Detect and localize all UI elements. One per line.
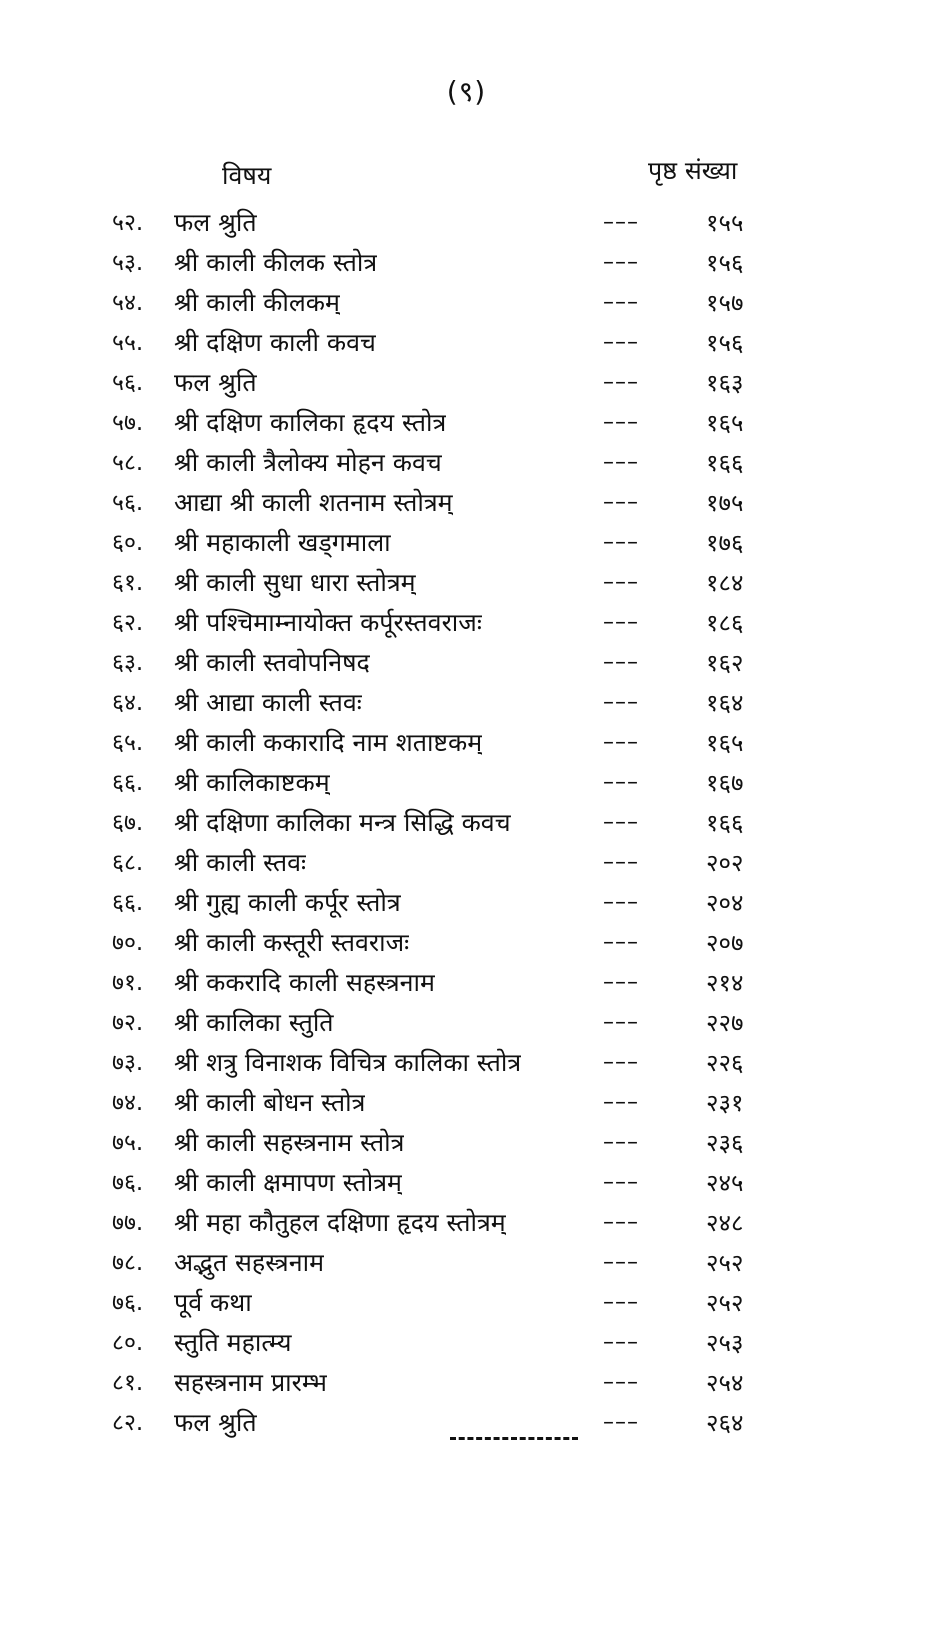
entry-number: ६५. <box>112 730 144 756</box>
entry-page: १८४ <box>706 569 744 597</box>
entry-title: श्री ककरादि काली सहस्त्रनाम <box>174 968 435 997</box>
entry-dash: ––– <box>603 890 639 915</box>
entry-title: श्री कालिका स्तुति <box>174 1008 334 1037</box>
entry-page: २१४ <box>706 969 744 997</box>
toc-entry <box>0 1083 933 1123</box>
entry-page: २६४ <box>706 1409 744 1437</box>
entry-title: श्री महा कौतुहल दक्षिणा हृदय स्तोत्रम् <box>174 1208 506 1237</box>
entry-number: ५५. <box>112 330 144 356</box>
toc-entry <box>0 363 933 403</box>
header-page-number: पृष्ठ संख्या <box>648 156 738 185</box>
toc-entry <box>0 1283 933 1323</box>
entry-page: १६४ <box>706 689 744 717</box>
entry-page: २३६ <box>706 1129 744 1157</box>
entry-number: ८२. <box>112 1410 144 1436</box>
entry-dash: ––– <box>603 650 639 675</box>
entry-page: १६५ <box>706 409 744 437</box>
toc-entry <box>0 803 933 843</box>
entry-number: ६१. <box>112 570 144 596</box>
entry-title: श्री गुह्य काली कर्पूर स्तोत्र <box>174 888 401 917</box>
entry-title: श्री पश्चिमाम्नायोक्त कर्पूरस्तवराजः <box>174 608 482 637</box>
entry-title: पूर्व कथा <box>174 1288 252 1317</box>
entry-number: ६३. <box>112 650 144 676</box>
entry-dash: ––– <box>603 1170 639 1195</box>
entry-title: श्री काली ककारादि नाम शताष्टकम् <box>174 728 483 757</box>
entry-number: ७१. <box>112 970 144 996</box>
entry-number: ६६. <box>112 890 144 916</box>
entry-number: ७५. <box>112 1130 144 1156</box>
entry-number: ५६. <box>112 370 144 396</box>
entry-number: ५७. <box>112 410 144 436</box>
entry-number: ७०. <box>112 930 144 956</box>
entry-title: श्री दक्षिणा कालिका मन्त्र सिद्धि कवच <box>174 808 511 837</box>
entry-page: २२६ <box>706 1049 744 1077</box>
toc-entry <box>0 763 933 803</box>
toc-entry <box>0 843 933 883</box>
entry-dash: ––– <box>603 1330 639 1355</box>
entry-dash: ––– <box>603 250 639 275</box>
entry-title: श्री शत्रु विनाशक विचित्र कालिका स्तोत्र <box>174 1048 522 1077</box>
toc-entry <box>0 1363 933 1403</box>
toc-entry <box>0 963 933 1003</box>
entry-number: ७७. <box>112 1210 144 1236</box>
table-of-contents <box>0 203 933 1443</box>
toc-entry <box>0 643 933 683</box>
entry-title: श्री काली कीलक स्तोत्र <box>174 248 378 277</box>
entry-page: १५६ <box>706 249 744 277</box>
entry-page: १६५ <box>706 729 744 757</box>
entry-number: ७६. <box>112 1290 144 1316</box>
entry-page: २४५ <box>706 1169 744 1197</box>
entry-title: अद्भुत सहस्त्रनाम <box>174 1248 325 1277</box>
toc-entry <box>0 923 933 963</box>
toc-entry <box>0 1243 933 1283</box>
entry-dash: ––– <box>603 1210 639 1235</box>
entry-page: १५६ <box>706 329 744 357</box>
entry-page: १६२ <box>706 649 744 677</box>
toc-entry <box>0 1003 933 1043</box>
entry-title: श्री कालिकाष्टकम् <box>174 768 330 797</box>
entry-page: १६७ <box>706 769 744 797</box>
entry-page: १७६ <box>706 529 744 557</box>
entry-number: ६४. <box>112 690 144 716</box>
entry-dash: ––– <box>603 210 639 235</box>
entry-number: ६०. <box>112 530 144 556</box>
entry-number: ६६. <box>112 770 144 796</box>
toc-entry <box>0 323 933 363</box>
entry-page: २५३ <box>706 1329 744 1357</box>
toc-entry <box>0 1203 933 1243</box>
entry-title: श्री दक्षिण काली कवच <box>174 328 376 357</box>
entry-title: श्री आद्या काली स्तवः <box>174 688 362 717</box>
toc-entry <box>0 283 933 323</box>
end-rule <box>450 1437 578 1440</box>
entry-title: फल श्रुति <box>174 1408 257 1437</box>
entry-dash: ––– <box>603 970 639 995</box>
entry-dash: ––– <box>603 490 639 515</box>
entry-title: श्री काली बोधन स्तोत्र <box>174 1088 366 1117</box>
toc-entry <box>0 603 933 643</box>
entry-dash: ––– <box>603 530 639 555</box>
entry-title: श्री काली कस्तूरी स्तवराजः <box>174 928 410 957</box>
entry-dash: ––– <box>603 730 639 755</box>
toc-entry <box>0 523 933 563</box>
entry-page: १६६ <box>706 809 744 837</box>
entry-dash: ––– <box>603 1130 639 1155</box>
entry-title: श्री काली सहस्त्रनाम स्तोत्र <box>174 1128 405 1157</box>
toc-entry <box>0 723 933 763</box>
entry-page: १६३ <box>706 369 744 397</box>
entry-title: सहस्त्रनाम प्रारम्भ <box>174 1368 327 1397</box>
toc-entry <box>0 883 933 923</box>
entry-dash: ––– <box>603 570 639 595</box>
entry-dash: ––– <box>603 1290 639 1315</box>
entry-page: १६६ <box>706 449 744 477</box>
entry-page: २३१ <box>706 1089 744 1117</box>
entry-number: ७८. <box>112 1250 144 1276</box>
toc-entry <box>0 1043 933 1083</box>
entry-number: ७२. <box>112 1010 144 1036</box>
entry-number: ५३. <box>112 250 144 276</box>
entry-page: २२७ <box>706 1009 744 1037</box>
entry-dash: ––– <box>603 1010 639 1035</box>
toc-entry <box>0 1163 933 1203</box>
toc-entry <box>0 683 933 723</box>
toc-entry <box>0 483 933 523</box>
entry-page: २०४ <box>706 889 744 917</box>
entry-dash: ––– <box>603 330 639 355</box>
toc-entry <box>0 563 933 603</box>
entry-number: ५६. <box>112 490 144 516</box>
entry-dash: ––– <box>603 410 639 435</box>
header-subject: विषय <box>222 161 272 190</box>
entry-number: ८१. <box>112 1370 144 1396</box>
entry-number: ७४. <box>112 1090 144 1116</box>
toc-entry <box>0 403 933 443</box>
entry-number: ६७. <box>112 810 144 836</box>
entry-dash: ––– <box>603 770 639 795</box>
entry-number: ५४. <box>112 290 144 316</box>
entry-number: ५२. <box>112 210 144 236</box>
toc-entry <box>0 443 933 483</box>
entry-title: श्री महाकाली खड्गमाला <box>174 528 391 557</box>
entry-title: श्री काली स्तवोपनिषद <box>174 648 370 677</box>
page-number: (९) <box>446 75 487 108</box>
entry-number: ८०. <box>112 1330 144 1356</box>
entry-dash: ––– <box>603 850 639 875</box>
entry-title: फल श्रुति <box>174 368 257 397</box>
entry-number: ७३. <box>112 1050 144 1076</box>
entry-dash: ––– <box>603 930 639 955</box>
entry-title: श्री काली क्षमापण स्तोत्रम् <box>174 1168 402 1197</box>
entry-dash: ––– <box>603 450 639 475</box>
entry-dash: ––– <box>603 290 639 315</box>
entry-title: श्री काली कीलकम् <box>174 288 340 317</box>
entry-page: २४८ <box>706 1209 744 1237</box>
entry-dash: ––– <box>603 690 639 715</box>
entry-number: ७६. <box>112 1170 144 1196</box>
entry-page: १८६ <box>706 609 744 637</box>
entry-dash: ––– <box>603 1370 639 1395</box>
toc-entry <box>0 1323 933 1363</box>
entry-title: श्री काली सुधा धारा स्तोत्रम् <box>174 568 416 597</box>
entry-dash: ––– <box>603 1250 639 1275</box>
entry-dash: ––– <box>603 610 639 635</box>
entry-page: २०२ <box>706 849 744 877</box>
entry-title: स्तुति महात्म्य <box>174 1328 292 1357</box>
toc-entry <box>0 1123 933 1163</box>
entry-title: आद्या श्री काली शतनाम स्तोत्रम् <box>174 488 453 517</box>
entry-dash: ––– <box>603 1410 639 1435</box>
entry-page: २५४ <box>706 1369 744 1397</box>
entry-page: १७५ <box>706 489 744 517</box>
entry-number: ५८. <box>112 450 144 476</box>
entry-page: २०७ <box>706 929 744 957</box>
entry-number: ६२. <box>112 610 144 636</box>
entry-title: श्री काली स्तवः <box>174 848 307 877</box>
entry-dash: ––– <box>603 810 639 835</box>
entry-title: श्री दक्षिण कालिका हृदय स्तोत्र <box>174 408 447 437</box>
entry-page: २५२ <box>706 1289 744 1317</box>
entry-title: श्री काली त्रैलोक्य मोहन कवच <box>174 448 442 477</box>
entry-dash: ––– <box>603 1050 639 1075</box>
toc-entry <box>0 203 933 243</box>
entry-title: फल श्रुति <box>174 208 257 237</box>
entry-dash: ––– <box>603 370 639 395</box>
entry-dash: ––– <box>603 1090 639 1115</box>
entry-page: २५२ <box>706 1249 744 1277</box>
entry-number: ६८. <box>112 850 144 876</box>
toc-entry <box>0 243 933 283</box>
entry-page: १५५ <box>706 209 744 237</box>
entry-page: १५७ <box>706 289 744 317</box>
